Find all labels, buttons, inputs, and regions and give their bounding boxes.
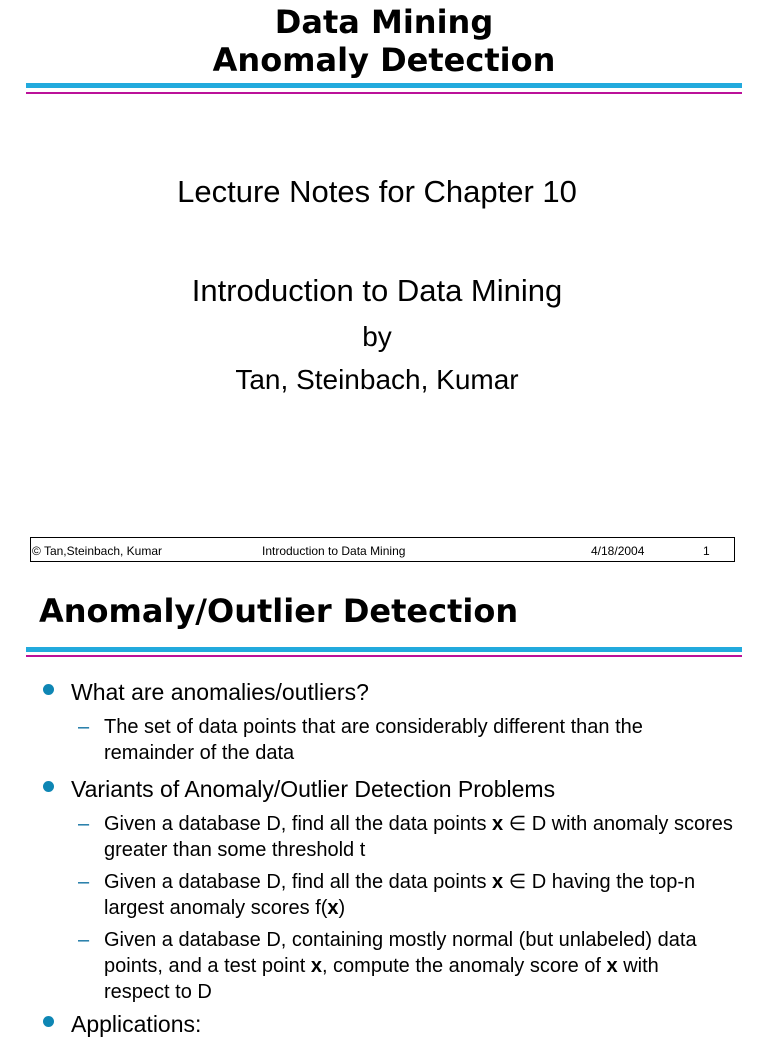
bullet-what-are-anomalies: What are anomalies/outliers?: [71, 679, 369, 705]
book-title: Introduction to Data Mining: [191, 273, 563, 308]
sub-bullet-test-point: [104, 927, 714, 1005]
sub-text-part: with respect to D: [104, 955, 659, 1003]
bold-x: x: [492, 813, 504, 835]
footer-copyright: © Tan,Steinbach, Kumar: [32, 544, 163, 558]
bold-x: x: [327, 897, 339, 919]
sub-text-part: Given a database D, find all the data points: [104, 871, 493, 893]
sub-text-part: , compute the anomaly score of: [321, 955, 607, 977]
slide2-rule-cyan: [26, 647, 742, 652]
bullet-variants: Variants of Anomaly/Outlier Detection Problems: [71, 776, 556, 802]
sub-text-part: ∈ D with anomaly scores greater than some threshold t: [104, 813, 733, 861]
bold-x: x: [310, 955, 322, 977]
bullet-icon: [43, 1016, 54, 1027]
slide-footer: [30, 537, 735, 562]
footer-page-number: 1: [703, 544, 710, 558]
sub-text-part: ∈ D having the top-n largest anomaly scores f(: [104, 871, 696, 919]
authors: Tan, Steinbach, Kumar: [235, 364, 519, 395]
sub-text-part: Given a database D, containing mostly normal (but unlabeled) data points, and a test point: [104, 929, 697, 977]
bold-x: x: [606, 955, 618, 977]
dash-icon: –: [78, 871, 90, 893]
sub-bullet-threshold: [104, 811, 734, 863]
dash-icon: –: [78, 716, 90, 738]
slide-title-line-2: Anomaly Detection: [212, 41, 556, 79]
sub-bullet-definition: The set of data points that are considerably different than the remainder of the data: [104, 716, 643, 764]
sub-text-part: ): [338, 897, 346, 919]
title-rule-cyan: [26, 83, 742, 88]
slide-title-line-1: Data Mining: [274, 3, 494, 41]
by-label: by: [362, 321, 392, 352]
sub-text-part: Given a database D, find all the data points: [104, 813, 493, 835]
dash-icon: –: [78, 813, 90, 835]
sub-bullet-top-n: [104, 869, 724, 921]
slide2-rule-magenta: [26, 655, 742, 657]
footer-date: 4/18/2004: [591, 544, 645, 558]
title-rule-magenta: [26, 92, 742, 94]
bold-x: x: [492, 871, 504, 893]
bullet-applications: Applications:: [71, 1011, 202, 1037]
bullet-icon: [43, 781, 54, 792]
footer-course: Introduction to Data Mining: [262, 544, 406, 558]
slide2-title: Anomaly/Outlier Detection: [39, 592, 519, 630]
bullet-icon: [43, 684, 54, 695]
lecture-subtitle: Lecture Notes for Chapter 10: [177, 174, 577, 209]
dash-icon: –: [78, 929, 90, 951]
